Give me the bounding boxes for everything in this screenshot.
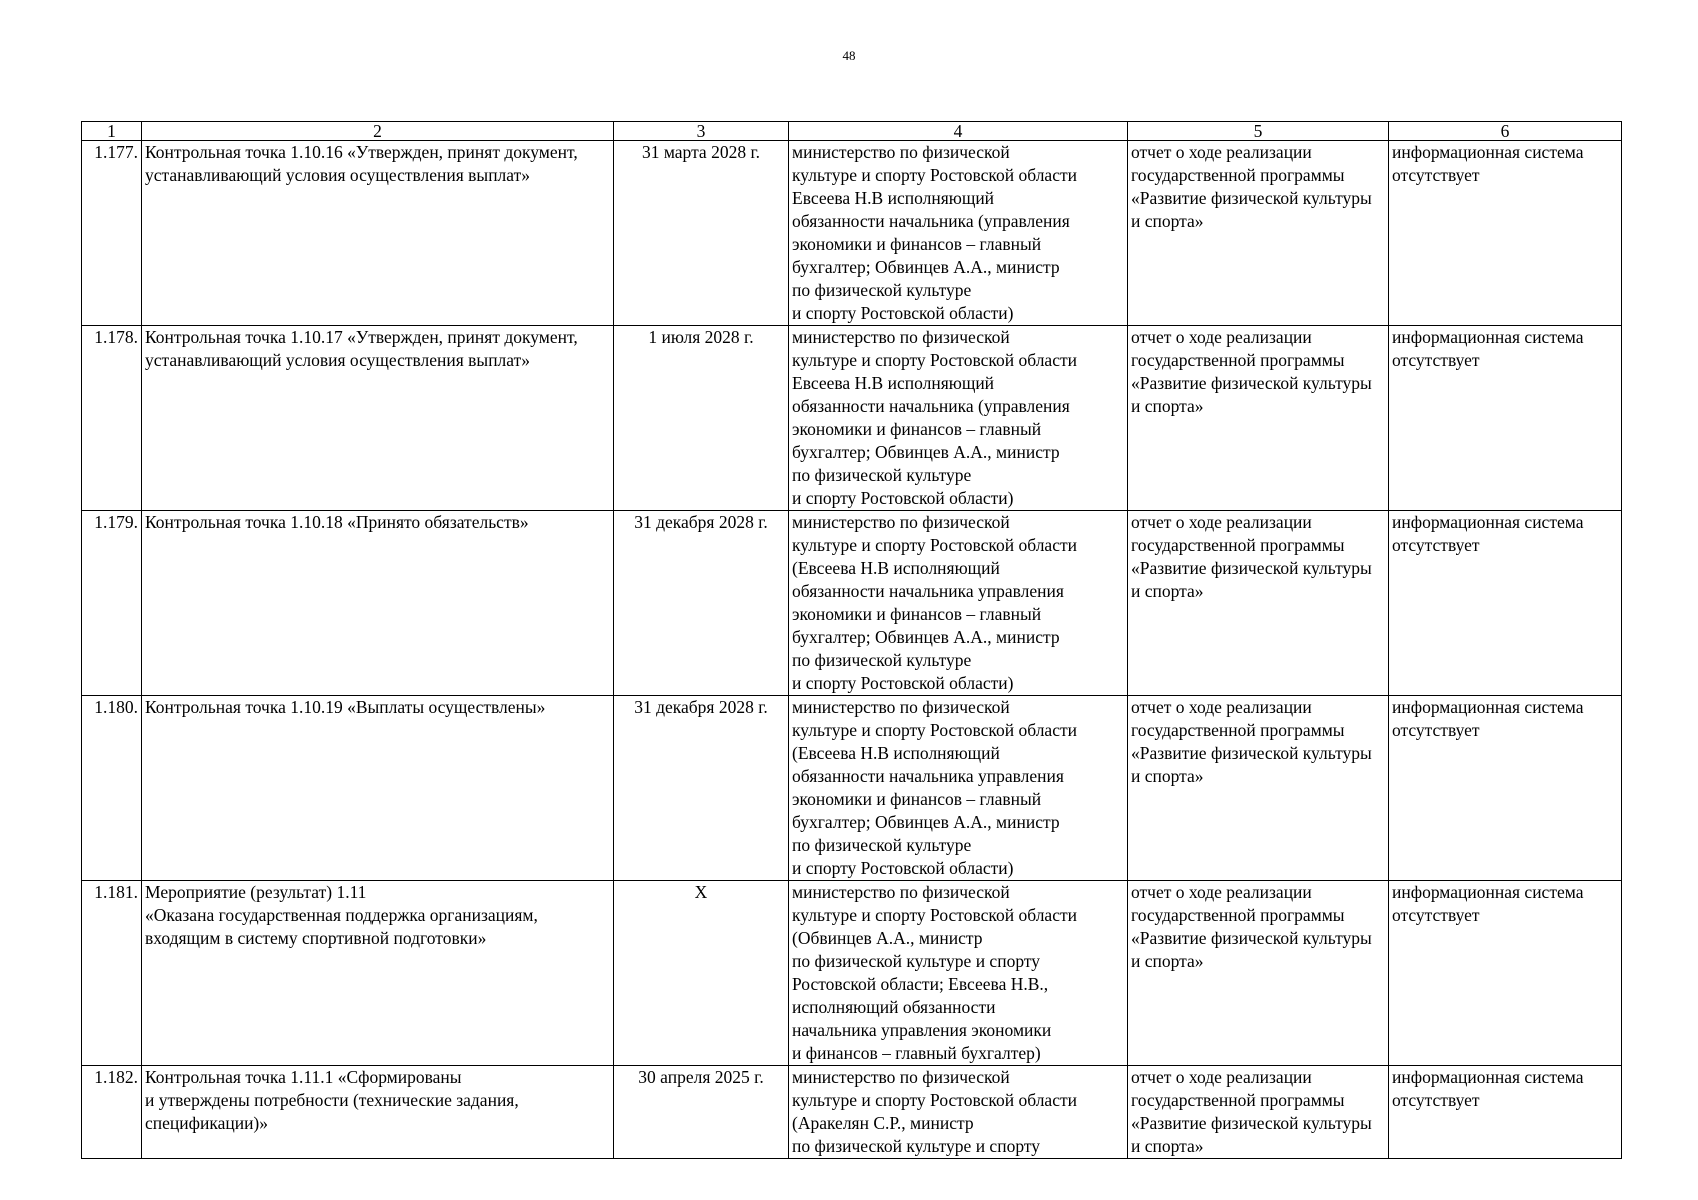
table-row (82, 881, 1622, 1066)
event-name: Контрольная точка 1.10.18 «Принято обязательств» (142, 511, 614, 696)
header-col-6: 6 (1389, 122, 1622, 141)
table-row (82, 326, 1622, 511)
row-number: 1.182. (82, 1066, 142, 1159)
event-name: Контрольная точка 1.10.19 «Выплаты осуществлены» (142, 696, 614, 881)
header-row (82, 122, 1622, 141)
table-row (82, 511, 1622, 696)
responsible-executor: министерство по физической культуре и спорту Ростовской области (Обвинцев А.А., министр по физической культуре и спорту Ростовской области; Евсеева Н.В., исполняющий обязанности начальника управления экономики и финансов – главный бухгалтер) (789, 881, 1128, 1066)
event-name: Контрольная точка 1.11.1 «Сформированы и утверждены потребности (технические задания, спецификации)» (142, 1066, 614, 1159)
information-system: информационная система отсутствует (1389, 1066, 1622, 1159)
information-system: информационная система отсутствует (1389, 511, 1622, 696)
table-row (82, 696, 1622, 881)
responsible-executor: министерство по физической культуре и спорту Ростовской области (Евсеева Н.В исполняющий обязанности начальника управления экономики и финансов – главный бухгалтер; Обвинцев А.А., министр по физической культуре и спорту Ростовской области) (789, 696, 1128, 881)
deadline-date: 31 марта 2028 г. (614, 141, 789, 326)
row-number: 1.178. (82, 326, 142, 511)
page-number: 48 (842, 48, 856, 63)
deadline-date: 31 декабря 2028 г. (614, 696, 789, 881)
confirming-document: отчет о ходе реализации государственной программы «Развитие физической культуры и спорта» (1128, 511, 1389, 696)
confirming-document: отчет о ходе реализации государственной программы «Развитие физической культуры и спорта» (1128, 141, 1389, 326)
event-name: Мероприятие (результат) 1.11 «Оказана государственная поддержка организациям, входящим в систему спортивной подготовки» (142, 881, 614, 1066)
deadline-date: 30 апреля 2025 г. (614, 1066, 789, 1159)
deadline-date: 1 июля 2028 г. (614, 326, 789, 511)
header-col-4: 4 (789, 122, 1128, 141)
row-number: 1.181. (82, 881, 142, 1066)
information-system: информационная система отсутствует (1389, 881, 1622, 1066)
responsible-executor: министерство по физической культуре и спорту Ростовской области (Аракелян С.Р., министр по физической культуре и спорту (789, 1066, 1128, 1159)
responsible-executor: министерство по физической культуре и спорту Ростовской области Евсеева Н.В исполняющий обязанности начальника (управления экономики и финансов – главный бухгалтер; Обвинцев А.А., министр по физической культуре и спорту Ростовской области) (789, 141, 1128, 326)
information-system: информационная система отсутствует (1389, 326, 1622, 511)
row-number: 1.179. (82, 511, 142, 696)
header-col-2: 2 (142, 122, 614, 141)
information-system: информационная система отсутствует (1389, 696, 1622, 881)
confirming-document: отчет о ходе реализации государственной программы «Развитие физической культуры и спорта» (1128, 881, 1389, 1066)
confirming-document: отчет о ходе реализации государственной программы «Развитие физической культуры и спорта» (1128, 696, 1389, 881)
deadline-date: 31 декабря 2028 г. (614, 511, 789, 696)
event-name: Контрольная точка 1.10.16 «Утвержден, принят документ, устанавливающий условия осуществления выплат» (142, 141, 614, 326)
information-system: информационная система отсутствует (1389, 141, 1622, 326)
header-col-3: 3 (614, 122, 789, 141)
table-row (82, 1066, 1622, 1159)
table-row (82, 141, 1622, 326)
event-name: Контрольная точка 1.10.17 «Утвержден, принят документ, устанавливающий условия осуществления выплат» (142, 326, 614, 511)
deadline-date: X (614, 881, 789, 1066)
responsible-executor: министерство по физической культуре и спорту Ростовской области (Евсеева Н.В исполняющий обязанности начальника управления экономики и финансов – главный бухгалтер; Обвинцев А.А., министр по физической культуре и спорту Ростовской области) (789, 511, 1128, 696)
confirming-document: отчет о ходе реализации государственной программы «Развитие физической культуры и спорта» (1128, 1066, 1389, 1159)
responsible-executor: министерство по физической культуре и спорту Ростовской области Евсеева Н.В исполняющий обязанности начальника (управления экономики и финансов – главный бухгалтер; Обвинцев А.А., министр по физической культуре и спорту Ростовской области) (789, 326, 1128, 511)
program-table (81, 121, 1622, 1159)
row-number: 1.177. (82, 141, 142, 326)
confirming-document: отчет о ходе реализации государственной программы «Развитие физической культуры и спорта» (1128, 326, 1389, 511)
header-col-5: 5 (1128, 122, 1389, 141)
header-col-1: 1 (82, 122, 142, 141)
row-number: 1.180. (82, 696, 142, 881)
